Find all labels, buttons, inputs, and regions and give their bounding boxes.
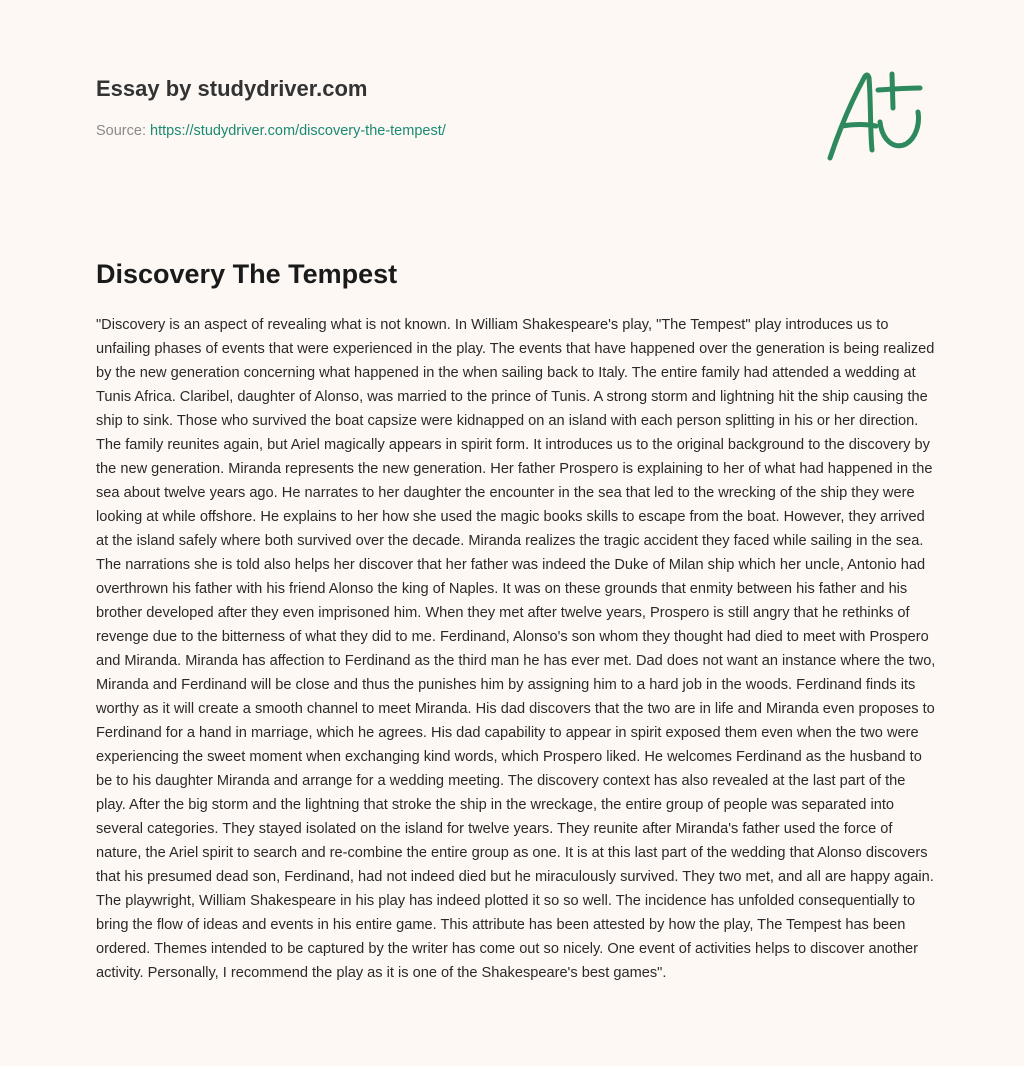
source-link[interactable]: https://studydriver.com/discovery-the-tempest/: [150, 123, 446, 139]
essay-body: "Discovery is an aspect of revealing what is not known. In William Shakespeare's play, "The Tempest" play introduces us to unfailing phases of events that were experienced in the play. The events that have happened over the generation is being realized by the new generation concerning what happened in the when sailing back to Italy. The entire family had attended a wedding at Tunis Africa. Claribel, daughter of Alonso, was married to the prince of Tunis. A strong storm and lightning hit the ship causing the ship to sink. Those who survived the boat capsize were kidnapped on an island with each person splitting in his or her direction. The family reunites again, but Ariel magically appears in spirit form. It introduces us to the original background to the discovery by the new generation. Miranda represents the new generation. Her father Prospero is explaining to her of what had happened in the sea about twelve years ago. He narrates to her daughter the encounter in the sea that led to the wrecking of the ship they were looking at while offshore. He explains to her how she used the magic books skills to escape from the boat. However, they arrived at the island safely where both survived over the decade. Miranda realizes the tragic accident they faced while sailing in the sea. The narrations she is told also helps her discover that her father was indeed the Duke of Milan ship which her uncle, Antonio had overthrown his father with his friend Alonso the king of Naples. It was on these grounds that enmity between his father and his brother developed after they even imprisoned him. When they met after twelve years, Prospero is still angry that he rethinks of revenge due to the bitterness of what they did to me. Ferdinand, Alonso's son whom they thought had died to meet with Prospero and Miranda. Miranda has affection to Ferdinand as the third man he has ever met. Dad does not want an instance where the two, Miranda and Ferdinand will be close and thus the punishes him by assigning him to a hard job in the woods. Ferdinand finds its worthy as it will create a smooth channel to meet Miranda. His dad discovers that the two are in life and Miranda even proposes to Ferdinand for a hand in marriage, which he agrees. His dad capability to appear in spirit exposed them even when the two were experiencing the sweet moment when exchanging kind words, which Prospero liked. He welcomes Ferdinand as the husband to be to his daughter Miranda and arrange for a wedding meeting. The discovery context has also revealed at the last part of the play. After the big storm and the lightning that stroke the ship in the wreckage, the entire group of people was separated into several categories. They stayed isolated on the island for twelve years. They reunite after Miranda's father used the force of nature, the Ariel spirit to search and re-combine the entire group as one. It is at this last part of the wedding that Alonso discovers that his presumed dead son, Ferdinand, had not indeed died but he miraculously survived. They two met, and all are happy again. The playwright, William Shakespeare in his play has indeed plotted it so so well. The incidence has unfolded consequentially to bring the flow of ideas and events in his entire game. This attribute has been attested by how the play, The Tempest has been ordered. Themes intended to be captured by the writer has come out so nicely. One event of activities helps to discover another activity. Personally, I recommend the play as it is one of the Shakespeare's best games".: [96, 317, 936, 981]
source-label: Source:: [96, 123, 146, 139]
source-line: [96, 120, 696, 142]
essay-title: Discovery The Tempest: [96, 259, 398, 289]
a-plus-logo: [820, 64, 930, 168]
site-title: Essay by studydriver.com: [96, 76, 368, 101]
page-header: [96, 72, 696, 142]
a-plus-logo-icon: [820, 64, 930, 168]
